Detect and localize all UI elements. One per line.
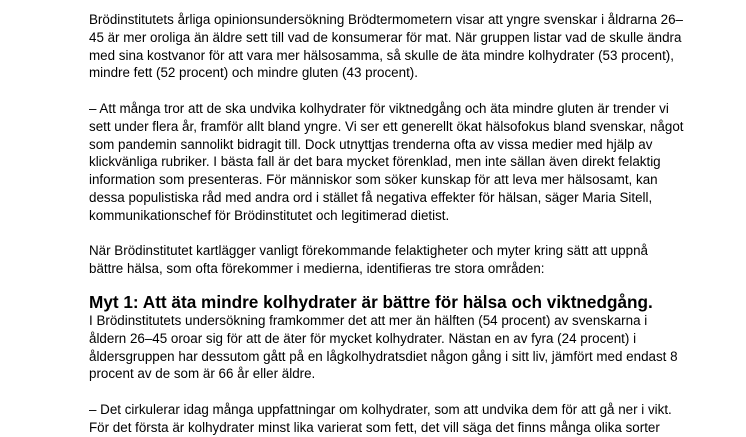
text-line: åldersgruppen har dessutom gått på en lågkolhydratsdiet någon gång i sitt liv, jämfört med endast 8 xyxy=(89,348,678,364)
text-line: med sina kostvanor för att vara mer hälsosamma, så skulle de äta mindre kolhydrater (53 procent), xyxy=(89,47,674,63)
text-line: information som presenteras. För människor som söker kunskap för att leva mer hälsosamt, kan xyxy=(89,172,658,188)
text-line: klickvänliga rubriker. I bästa fall är det bara mycket förenklad, men inte sällan även direkt felaktig xyxy=(89,154,661,170)
text-line: procent av de som är 66 år eller äldre. xyxy=(89,366,316,382)
section-heading: Myt 1: Att äta mindre kolhydrater är bättre för hälsa och viktnedgång. xyxy=(89,291,653,312)
intro-paragraph xyxy=(89,11,689,82)
text-line: För det första är kolhydrater minst lika varierat som fett, det vill säga det finns många olika sorter xyxy=(89,419,660,435)
text-line: som pandemin sannolikt bidragit till. Dock utnyttjas trenderna ofta av vissa medier med hjälp av xyxy=(89,136,653,152)
text-line: – Att många tror att de ska undvika kolhydrater för viktnedgång och äta mindre gluten är trender vi xyxy=(89,100,669,116)
document-body xyxy=(89,11,689,437)
text-line: sett under flera år, framför allt bland yngre. Vi ser ett generellt ökat hälsofokus bland svenskar, något xyxy=(89,118,684,134)
text-line: När Brödinstitutet kartlägger vanligt förekommande felaktigheter och myter kring sätt att uppnå xyxy=(89,243,648,259)
myth-paragraph xyxy=(89,312,689,383)
text-line: – Det cirkulerar idag många uppfattningar om kolhydrater, som att undvika dem för att gå ner i vikt. xyxy=(89,401,672,417)
text-line: åldern 26–45 oroar sig för att de äter för mycket kolhydrater. Nästan en av fyra (24 procent) i xyxy=(89,330,637,346)
paragraph-spacer xyxy=(89,383,689,401)
text-line: 45 är mer oroliga än äldre sett till vad de konsumerar för mat. När gruppen listar vad de skulle ändra xyxy=(89,29,682,45)
text-line: bättre hälsa, som ofta förekommer i medierna, identifieras tre stora områden: xyxy=(89,261,545,277)
closing-quote-paragraph xyxy=(89,401,689,437)
paragraph-spacer xyxy=(89,82,689,100)
quote-paragraph xyxy=(89,100,689,225)
mapping-paragraph xyxy=(89,242,689,278)
text-line: Brödinstitutets årliga opinionsundersökning Brödtermometern visar att yngre svenskar i åldrarna 26– xyxy=(89,12,683,27)
paragraph-spacer xyxy=(89,225,689,243)
text-line: kommunikationschef för Brödinstitutet och legitimerad dietist. xyxy=(89,207,450,223)
text-line: mindre fett (52 procent) och mindre gluten (43 procent). xyxy=(89,65,418,81)
text-line: dessa populistiska råd med andra ord i stället få negativa effekter för hälsan, säger Maria Sitell, xyxy=(89,189,653,205)
text-line: I Brödinstitutets undersökning framkommer det att mer än hälften (54 procent) av svenskarna i xyxy=(89,312,648,328)
